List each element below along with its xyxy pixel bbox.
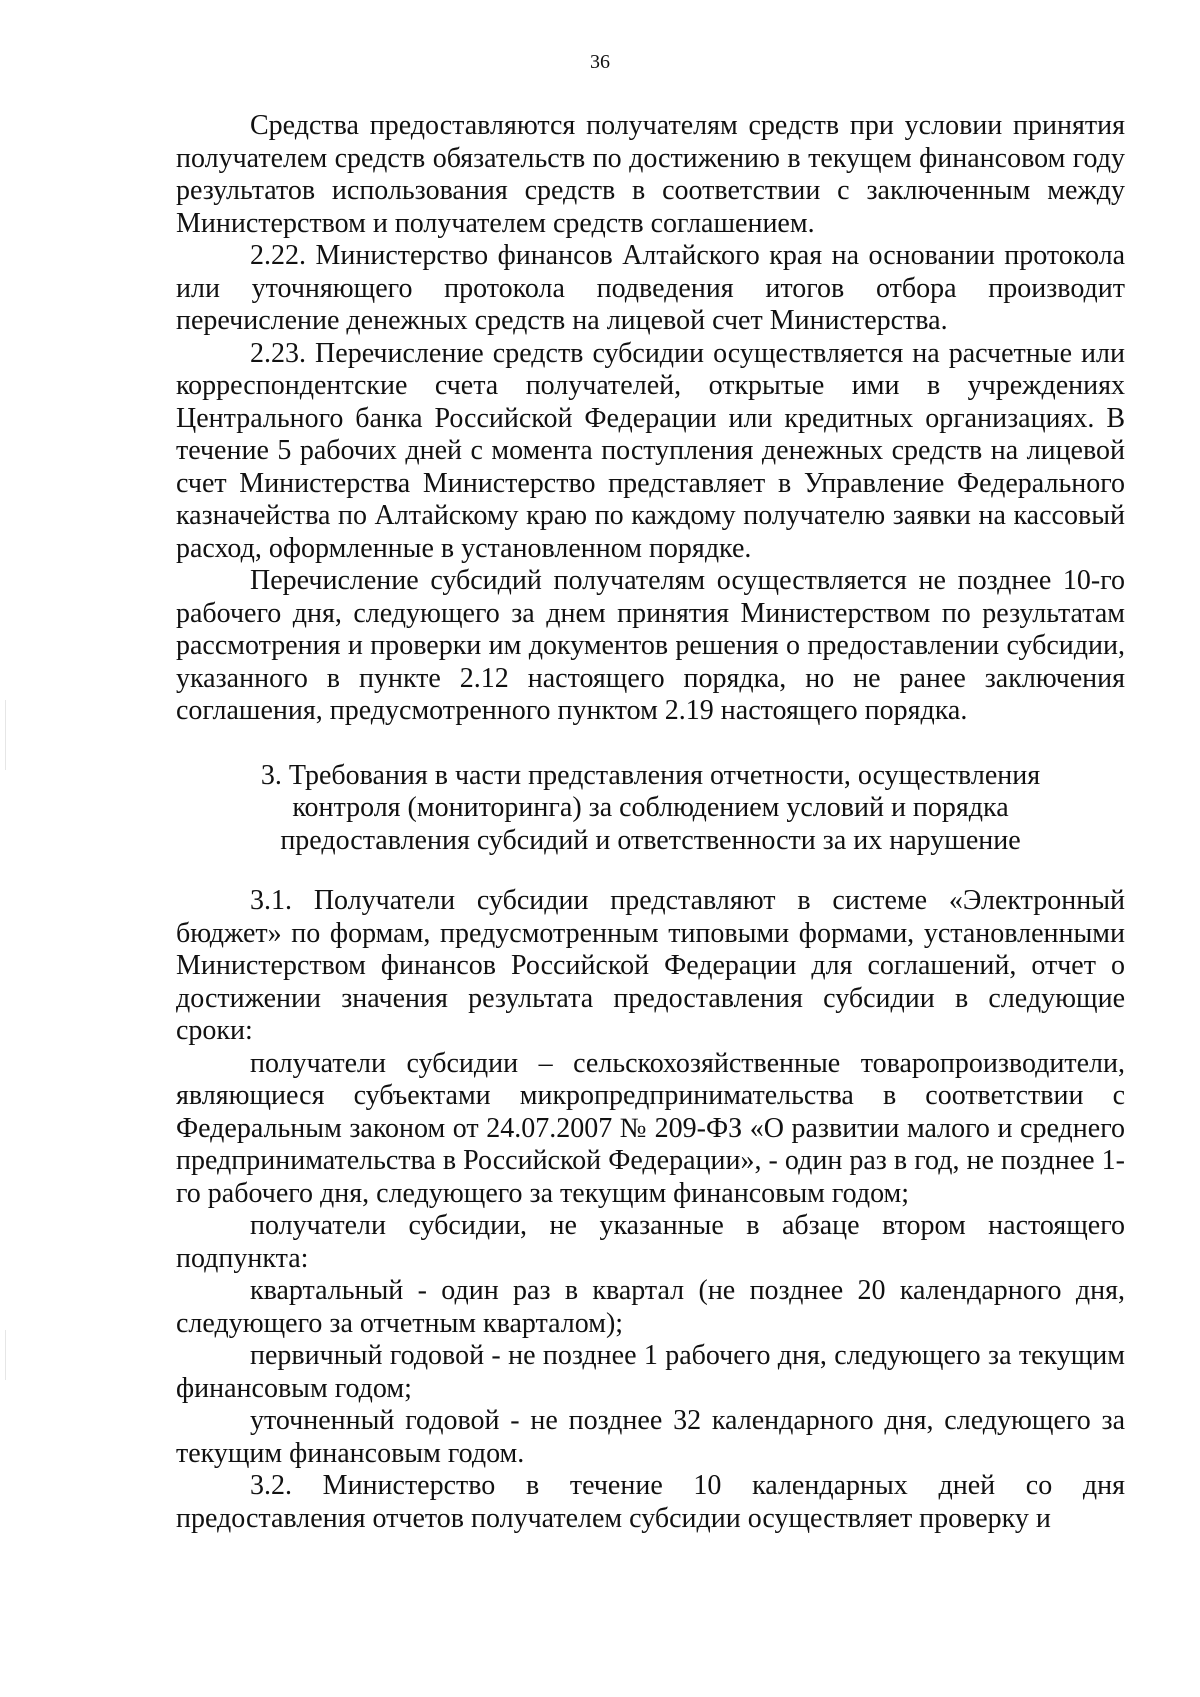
document-body (176, 110, 1125, 1535)
page-number: 36 (590, 51, 610, 73)
section-heading-line: 3. Требования в части представления отчетности, осуществления (260, 759, 1041, 791)
section-heading-line: контроля (мониторинга) за соблюдением условий и порядка (292, 792, 1009, 823)
scan-margin-mark (5, 1330, 6, 1380)
paragraph: Перечисление субсидий получателям осуществляется не позднее 10-го рабочего дня, следующего за днем принятия Министерством по результатам рассмотрения и проверки им документов решения о предоставлении субсидии, указанного в пункте 2.12 настоящего порядка, но не ранее заключения соглашения, предусмотренного пунктом 2.19 настоящего порядка. (176, 565, 1125, 726)
paragraph: 2.22. Министерство финансов Алтайского края на основании протокола или уточняющего протокола подведения итогов отбора производит перечисление денежных средств на лицевой счет Министерства. (176, 240, 1125, 336)
section-heading (176, 760, 1125, 858)
paragraph: уточненный годовой - не позднее 32 календарного дня, следующего за текущим финансовым годом. (176, 1405, 1125, 1469)
paragraph: 3.1. Получатели субсидии представляют в системе «Электронный бюджет» по формам, предусмотренным типовыми формами, установленными Министерством финансов Российской Федерации для соглашений, отчет о достижении значения результата предоставления субсидии в следующие сроки: (176, 885, 1125, 1046)
paragraph: получатели субсидии, не указанные в абзаце втором настоящего подпункта: (176, 1210, 1125, 1274)
paragraph: Средства предоставляются получателям средств при условии принятия получателем средств обязательств по достижению в текущем финансовом году результатов использования средств в соответствии с заключенным между Министерством и получателем средств соглашением. (176, 110, 1125, 239)
paragraph: первичный годовой - не позднее 1 рабочего дня, следующего за текущим финансовым годом; (176, 1340, 1125, 1404)
paragraph: 3.2. Министерство в течение 10 календарных дней со дня предоставления отчетов получателем субсидии осуществляет проверку и (176, 1470, 1125, 1534)
paragraph: квартальный - один раз в квартал (не позднее 20 календарного дня, следующего за отчетным кварталом); (176, 1275, 1125, 1339)
section-heading-line: предоставления субсидий и ответственности за их нарушение (280, 824, 1021, 856)
paragraph: получатели субсидии – сельскохозяйственные товаропроизводители, являющиеся субъектами микропредпринимательства в соответствии с Федеральным законом от 24.07.2007 № 209-ФЗ «О развитии малого и среднего предпринимательства в Российской Федерации», - один раз в год, не позднее 1-го рабочего дня, следующего за текущим финансовым годом; (176, 1047, 1125, 1209)
scan-margin-mark (5, 700, 6, 770)
paragraph: 2.23. Перечисление средств субсидии осуществляется на расчетные или корреспондентские счета получателей, открытые ими в учреждениях Центрального банка Российской Федерации или кредитных организациях. В течение 5 рабочих дней с момента поступления денежных средств на лицевой счет Министерства Министерство представляет в Управление Федерального казначейства по Алтайскому краю по каждому получателю заявки на кассовый расход, оформленные в установленном порядке. (176, 337, 1125, 564)
